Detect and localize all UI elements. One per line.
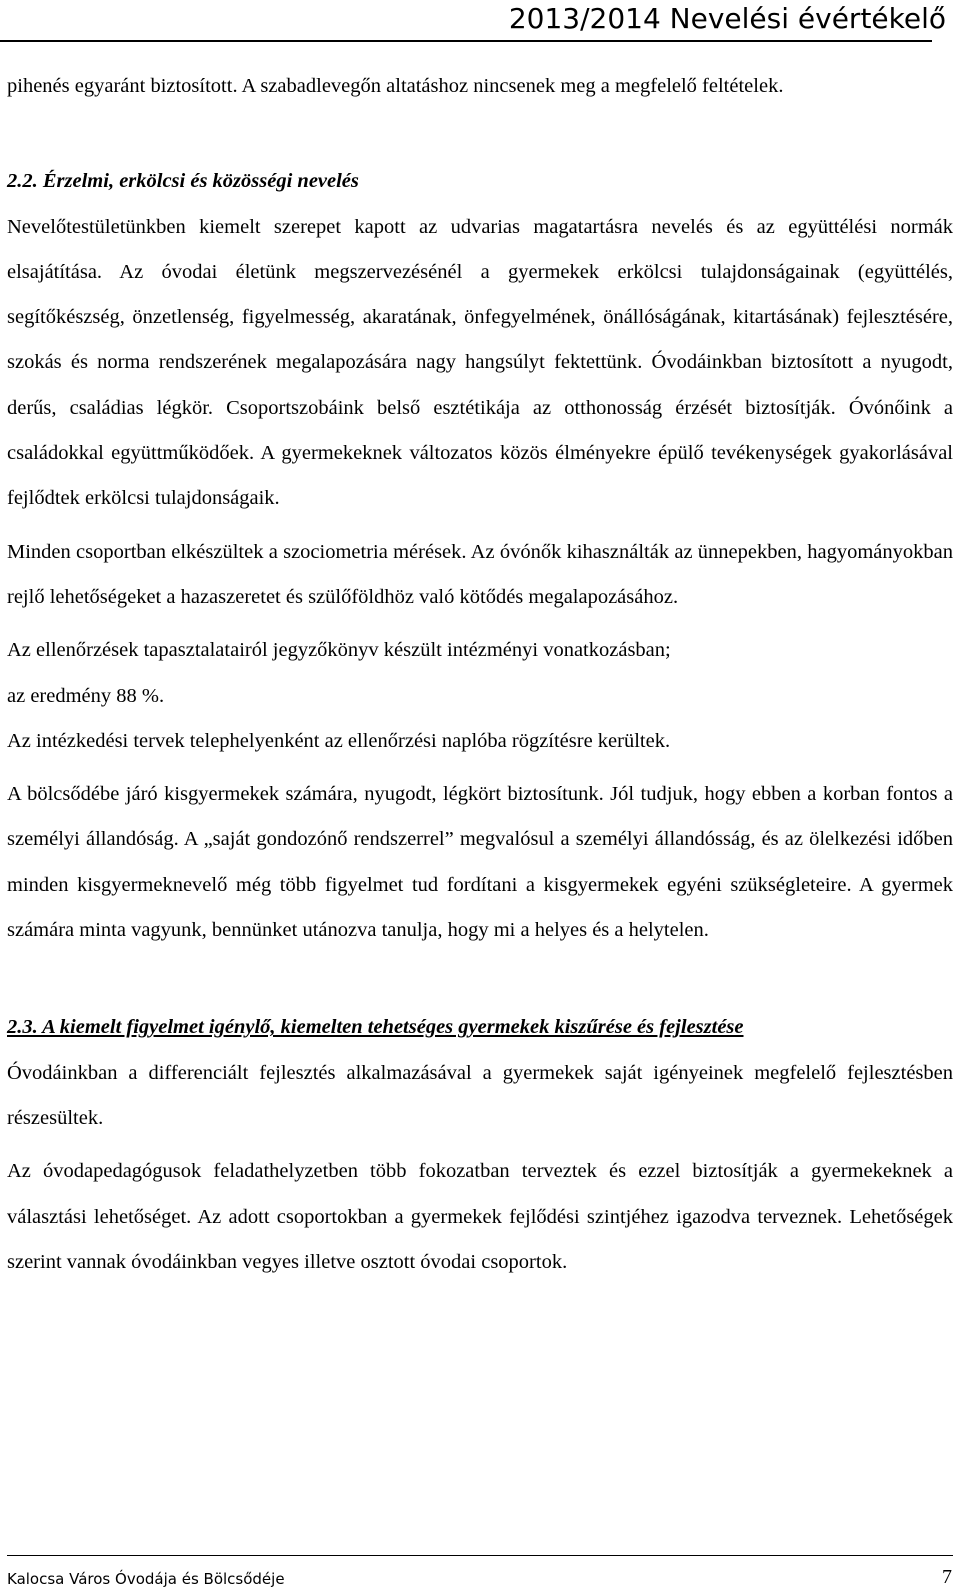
section-2-2-paragraph-1: Nevelőtestületünkben kiemelt szerepet kapott az udvarias magatartásra nevelés és az együttélési normák elsajátítása. Az óvodai életünk megszervezésénél a gyermekek erkölcsi tulajdonságainak (együttélés, segítőkészség, önzetlenség, figyelmesség, akaratának, önfegyelmének, önállóságának, kitartásának) fejlesztésére, szokás és norma rendszerének megalapozására nagy hangsúlyt fektettünk. Óvodáinkban biztosított a nyugodt, derűs, családias légkör. Csoportszobáink belső esztétikája az otthonosság érzését biztosítják. Óvónőink a családokkal együttműködőek. A gyermekeknek változatos közös élményekre épülő tevékenységek gyakorlásával fejlődtek erkölcsi tulajdonságaik.	[7, 215, 953, 510]
section-2-2-paragraph-4: Az intézkedési tervek telephelyenként az ellenőrzési naplóba rögzítésre kerültek.	[7, 729, 671, 752]
header-divider	[0, 40, 932, 42]
footer-divider	[7, 1555, 953, 1556]
section-2-2-paragraph-2: Minden csoportban elkészültek a szociometria mérések. Az óvónők kihasználták az ünnepekben, hagyományokban rejlő lehetőségeket a hazaszeretet és szülőföldhöz való kötődés megalapozásához.	[7, 540, 953, 608]
page-number: 7	[942, 1566, 952, 1588]
section-2-3-paragraph-1: Óvodáinkban a differenciált fejlesztés alkalmazásával a gyermekek saját igényeinek megfelelő fejlesztésben részesültek.	[7, 1061, 953, 1129]
section-2-2-paragraph-3a: Az ellenőrzések tapasztalatairól jegyzőkönyv készült intézményi vonatkozásban;	[7, 639, 671, 662]
page-header	[0, 0, 946, 42]
footer-institution: Kalocsa Város Óvodája és Bölcsődéje	[7, 1570, 285, 1588]
header-title: 2013/2014 Nevelési évértékelő	[508, 2, 946, 35]
section-2-2-paragraph-5: A bölcsődébe járó kisgyermekek számára, nyugodt, légkört biztosítunk. Jól tudjuk, hogy ebben a korban fontos a személyi állandóság. A „saját gondozónő rendszerrel” megvalósul a személyi állandósság, és az ölelkezési időben minden kisgyermeknevelő még több figyelmet tud fordítani a kisgyermekek egyéni szükségleteire. A gyermek számára minta vagyunk, bennünket utánozva tanulja, hogy mi a helyes és a helytelen.	[7, 783, 953, 942]
document-body	[7, 64, 953, 1285]
section-2-3-paragraph-2: Az óvodapedagógusok feladathelyzetben több fokozatban terveztek és ezzel biztosítják a gyermekeknek a választási lehetőséget. Az adott csoportokban a gyermekek fejlődési szintjéhez igazodva terveznek. Lehetőségek szerint vannak óvodáinkban vegyes illetve osztott óvodai csoportok.	[7, 1160, 953, 1273]
intro-paragraph: pihenés egyaránt biztosított. A szabadlevegőn altatáshoz nincsenek meg a megfelelő feltételek.	[7, 75, 784, 97]
section-2-2-paragraph-3b: az eredmény 88 %.	[7, 684, 165, 707]
section-heading-2-3: 2.3. A kiemelt figyelmet igénylő, kiemelten tehetséges gyermekek kiszűrése és fejlesztése	[7, 1016, 744, 1039]
section-heading-2-2: 2.2. Érzelmi, erkölcsi és közösségi nevelés	[7, 170, 359, 193]
